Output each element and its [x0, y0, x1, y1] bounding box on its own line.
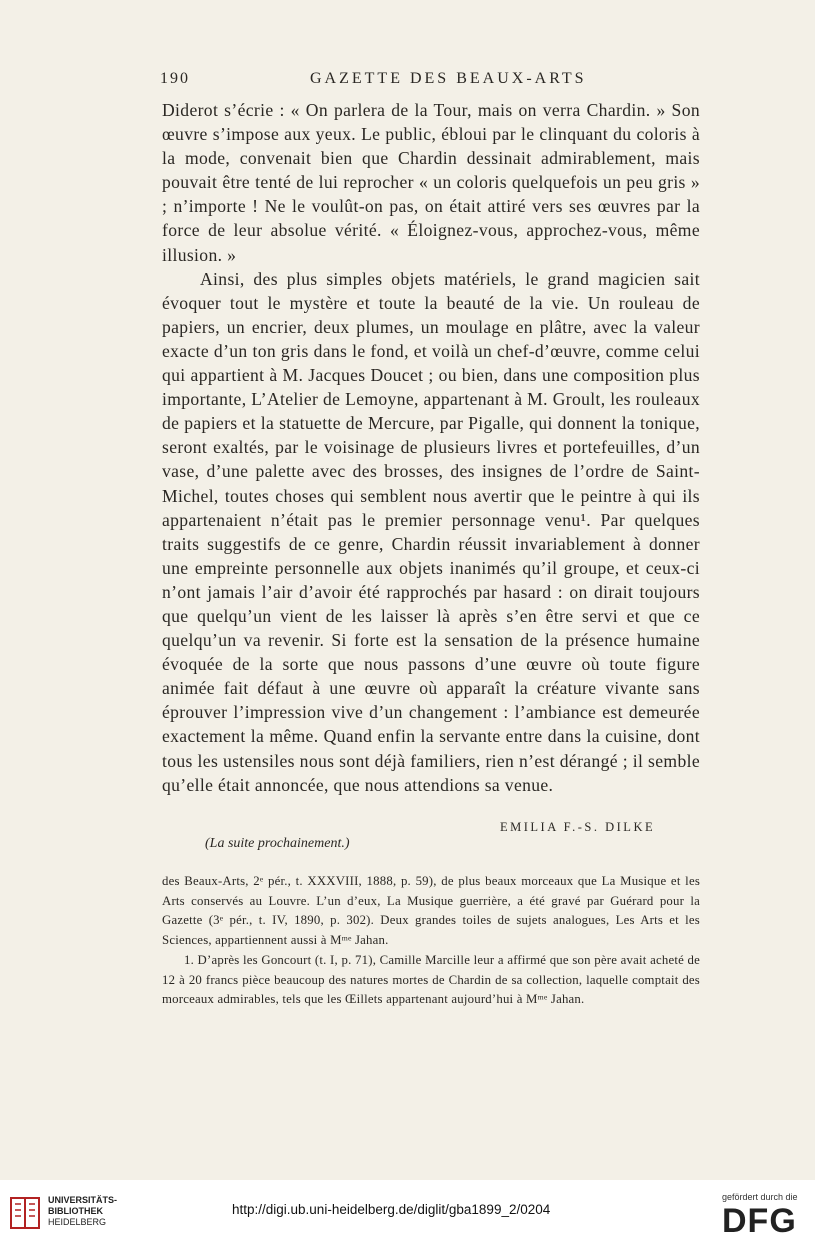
- continuation-note: (La suite prochainement.): [205, 836, 350, 851]
- page-number: 190: [160, 70, 190, 87]
- library-name: [48, 1195, 117, 1228]
- running-head: [160, 70, 700, 94]
- library-name-line2: BIBLIOTHEK: [48, 1206, 103, 1216]
- library-name-line1: UNIVERSITÄTS-: [48, 1195, 118, 1205]
- dfg-logo: DFG: [722, 1202, 797, 1240]
- funded-by-label: gefördert durch die: [722, 1192, 798, 1202]
- journal-title: GAZETTE DES BEAUX-ARTS: [310, 70, 587, 87]
- article-body: [162, 98, 700, 797]
- library-name-line3: HEIDELBERG: [48, 1217, 107, 1227]
- footnotes: [162, 872, 700, 1010]
- permalink-url[interactable]: http://digi.ub.uni-heidelberg.de/diglit/gba1899_2/0204: [232, 1202, 551, 1217]
- footnote-continued: des Beaux-Arts, 2ᵉ pér., t. XXXVIII, 1888, p. 59), de plus beaux morceaux que La Musique et les Arts conservés au Louvre. L’un d’eux, La Musique guerrière, a été gravé par Guérard pour la Gazette (3ᵉ pér., t. IV, 1890, p. 302). Deux grandes toiles de sujets analogues, Les Arts et les Sciences, appartiennent aussi à Mᵐᵉ Jahan.: [162, 874, 700, 948]
- paragraph-2: Ainsi, des plus simples objets matériels, le grand magicien sait évoquer tout le mystère et toute la beauté de la vie. Un rouleau de papiers, un encrier, deux plumes, un moulage en plâtre, avec la valeur exacte d’un ton gris dans le fond, et voilà un chef-d’œuvre, comme celui qui appartient à M. Jacques Doucet ; ou bien, dans une composition plus importante, L’Atelier de Lemoyne, appartenant à M. Groult, les rouleaux de papiers et la statuette de Mercure, par Pigalle, qui donnent la tonique, seront exaltés, par le voisinage de plusieurs livres et portefeuilles, d’un vase, d’une palette avec des brosses, des insignes de l’ordre de Saint-Michel, toutes choses qui semblent nous avertir que le peintre à qui ils appartenaient n’était pas le premier personnage venu¹. Par quelques traits suggestifs de ce genre, Chardin réussit invariablement à donner une empreinte personnelle aux objets inanimés qu’il groupe, et ceux-ci n’ont jamais l’air d’avoir été rapprochés par hasard : on dirait toujours que quelqu’un vient de les laisser là après s’en être servi et que ce quelqu’un va revenir. Si forte est la sensation de la présence humaine évoquée de la sorte que nous passons d’une œuvre où toute figure animée fait défaut à une œuvre où apparaît la créature vivante sans éprouver l’impression vive d’un changement : l’ambiance est demeurée exactement la même. Quand enfin la servante entre dans la cuisine, dont tous les ustensiles nous sont déjà familiers, rien n’est dérangé ; il semble qu’elle était annoncée, que nous attendions sa venue.: [162, 268, 700, 795]
- paragraph-1: Diderot s’écrie : « On parlera de la Tour, mais on verra Chardin. » Son œuvre s’impose aux yeux. Le public, ébloui par le clinquant du coloris à la mode, convenait bien que Chardin dessinait admirablement, mais pouvait être tenté de lui reprocher « un coloris quelquefois un peu gris » ; n’importe ! Ne le voulût-on pas, on était attiré vers ses œuvres par la force de leur absolue vérité. « Éloignez-vous, approchez-vous, même illusion. »: [162, 100, 700, 265]
- author-signature: EMILIA F.-S. DILKE: [500, 820, 656, 834]
- university-library-logo-icon: [8, 1194, 42, 1230]
- digitization-footer: [0, 1180, 815, 1245]
- footnote-1: 1. D’après les Goncourt (t. I, p. 71), Camille Marcille leur a affirmé que son père avait acheté de 12 à 20 francs pièce beaucoup des natures mortes de Chardin de sa collection, laquelle comptait des morceaux admirables, tels que les Œillets appartenant aujourd’hui à Mᵐᵉ Jahan.: [162, 952, 700, 1007]
